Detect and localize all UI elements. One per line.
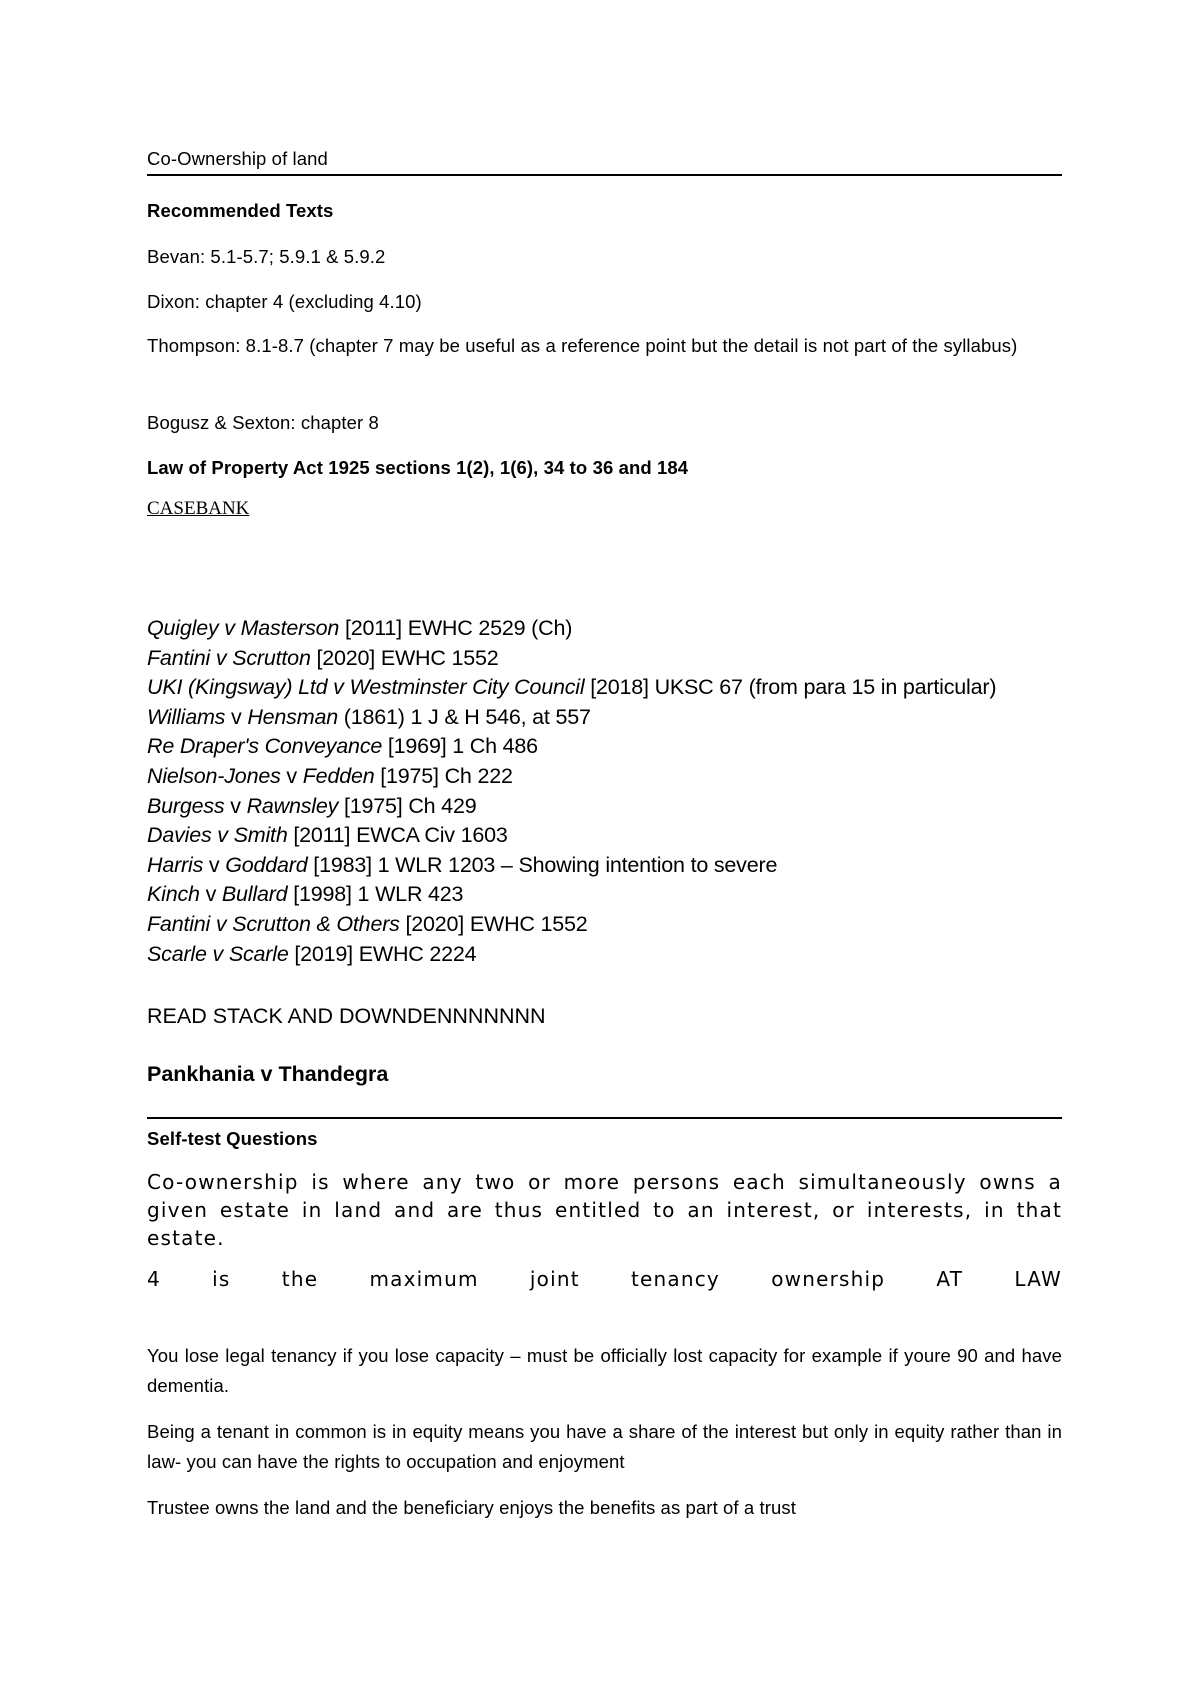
case-name: Williams [147,704,226,729]
recommended-item: Dixon: chapter 4 (excluding 4.10) [147,291,422,312]
case-citation: [2011] EWCA Civ 1603 [287,823,508,848]
recommended-item: Bevan: 5.1-5.7; 5.9.1 & 5.9.2 [147,246,386,267]
case-entry [147,823,508,848]
case-name: Fantini v Scrutton [147,645,311,670]
case-citation: [2011] EWHC 2529 (Ch) [339,616,573,640]
spread-word: ownership [771,1267,886,1291]
case-entry [147,734,538,759]
pankhania-case: Pankhania v Thandegra [147,1062,389,1086]
case-entry [147,705,591,730]
spread-word: 4 [147,1267,161,1291]
case-citation: [2020] EWHC 1552 [399,912,588,936]
case-name: Fantini v Scrutton & Others [147,912,400,936]
case-entry [147,882,463,907]
case-name: Burgess [147,793,225,818]
case-citation: [1998] 1 WLR 423 [287,882,464,907]
case-entry [147,942,476,967]
case-citation: (1861) 1 J & H 546, at 557 [337,704,591,729]
note-paragraph: Being a tenant in common is in equity means you have a share of the interest but only in equity rather than in law- you can have the rights to occupation and enjoyment [147,1421,1062,1472]
case-citation: [1969] 1 Ch 486 [382,734,538,759]
case-name: Bullard [221,882,288,907]
case-versus: v [224,793,247,818]
section-divider [147,1117,1062,1119]
case-entry [147,912,588,937]
case-name: Nielson-Jones [147,764,281,788]
spread-word: joint [529,1267,580,1291]
case-versus: v [225,704,248,729]
definition-paragraph: Co-ownership is where any two or more persons each simultaneously owns a given estate in land and are thus entitled to an interest, or interests, in that estate. [147,1170,1062,1250]
document-title: Co-Ownership of land [147,148,328,169]
case-name: Hensman [247,704,338,729]
case-versus: v [199,882,222,907]
case-name: Quigley v Masterson [147,616,340,640]
recommended-item: Bogusz & Sexton: chapter 8 [147,412,379,433]
spread-word: AT [936,1267,964,1291]
case-entry [147,853,777,878]
case-name: Harris [147,852,204,877]
case-name: Goddard [225,852,308,877]
max-owners-line [147,1267,1062,1291]
case-versus: v [280,764,303,788]
spread-word: tenancy [630,1267,720,1291]
spread-word: maximum [369,1267,479,1291]
case-citation: [1983] 1 WLR 1203 – Showing intention to severe [307,852,778,877]
case-name: Rawnsley [246,793,339,818]
casebank-link[interactable]: CASEBANK [147,498,250,519]
case-citation: [1975] Ch 429 [338,793,477,818]
recommended-item: Thompson: 8.1-8.7 (chapter 7 may be useful as a reference point but the detail is not part of the syllabus) [147,335,1018,356]
case-citation: [1975] Ch 222 [374,764,513,788]
case-entry [147,764,513,789]
case-name: Fedden [302,764,375,788]
case-citation: [2018] UKSC 67 (from para 15 in particular) [584,675,997,700]
case-name: Scarle v Scarle [147,941,289,966]
case-citation: [2020] EWHC 1552 [310,645,499,670]
read-note: READ STACK AND DOWNDENNNNNNN [147,1004,546,1028]
recommended-heading: Recommended Texts [147,200,334,221]
spread-word: the [281,1267,319,1291]
case-name: Kinch [147,882,200,907]
spread-word: LAW [1014,1267,1062,1291]
case-entry [147,794,476,819]
case-entry [147,675,996,700]
case-name: Davies v Smith [147,823,288,848]
spread-word: is [212,1267,231,1291]
statute-reference: Law of Property Act 1925 sections 1(2), 1(6), 34 to 36 and 184 [147,457,689,478]
title-underline [147,174,1062,176]
case-versus: v [203,852,226,877]
note-paragraph: Trustee owns the land and the beneficiary enjoys the benefits as part of a trust [147,1497,797,1518]
case-entry [147,616,572,641]
case-name: UKI (Kingsway) Ltd v Westminster City Council [147,675,585,700]
case-name: Re Draper's Conveyance [147,734,383,759]
selftest-heading: Self-test Questions [147,1128,318,1149]
note-paragraph: You lose legal tenancy if you lose capacity – must be officially lost capacity for example if youre 90 and have dementia. [147,1345,1062,1396]
case-citation: [2019] EWHC 2224 [288,941,477,966]
case-entry [147,646,499,671]
